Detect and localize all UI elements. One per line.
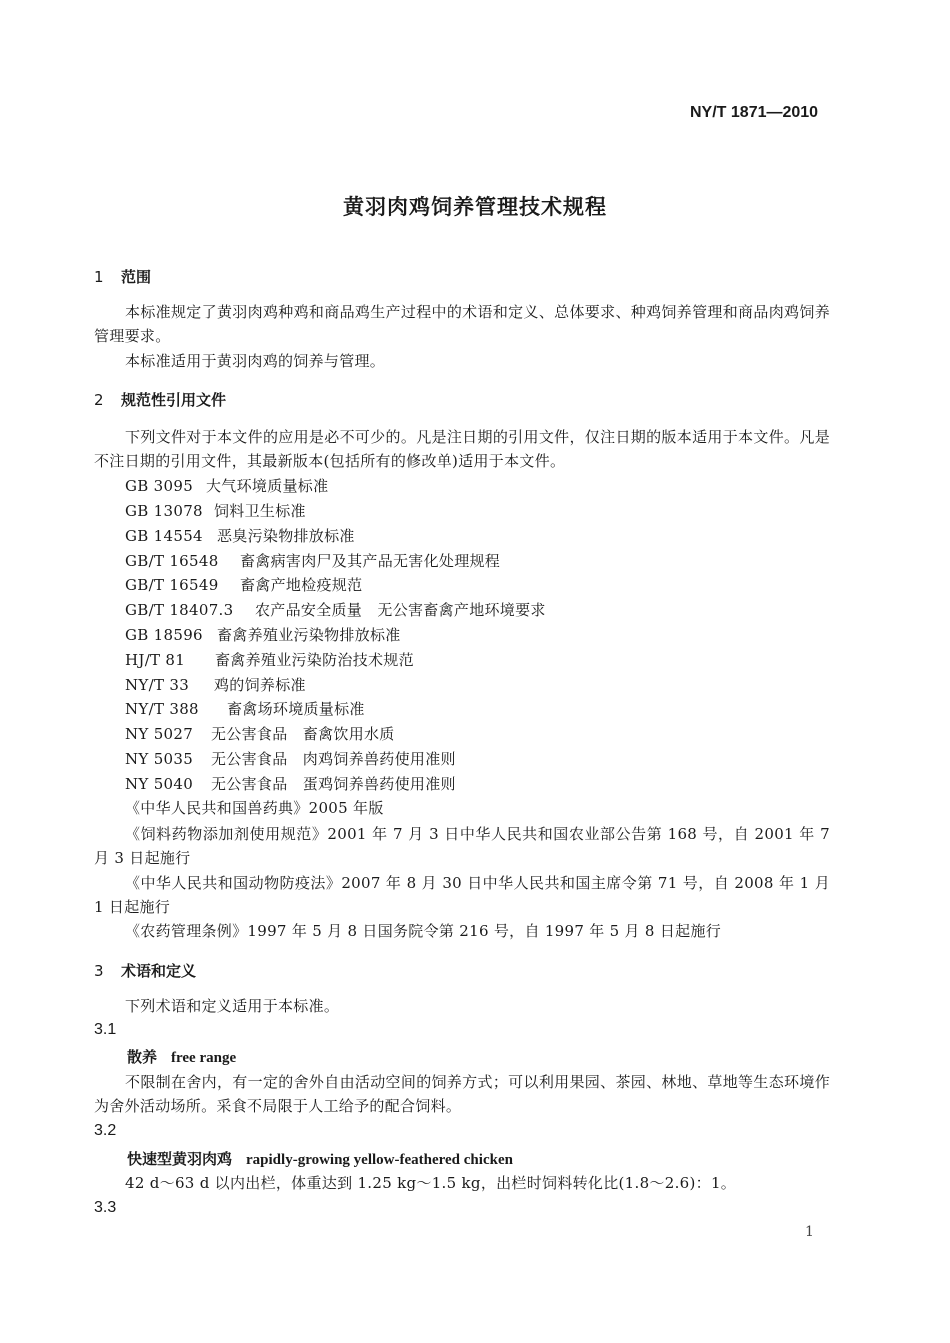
reference-code: GB/T 16549 — [125, 576, 219, 594]
reference-document: 《中华人民共和国兽药典》2005 年版 — [125, 799, 384, 817]
reference-code: GB 14554 — [125, 527, 203, 545]
reference-code: NY/T 33 — [125, 676, 190, 694]
reference-code: GB/T 16548 — [125, 552, 219, 570]
term-definition: 不限制在舍内，有一定的舍外自由活动空间的饲养方式；可以利用果园、茶园、林地、草地等生态环境作为舍外活动场所。采食不局限于人工给予的配合饲料。 — [94, 1073, 830, 1115]
reference-name: 鸡的饲养标准 — [214, 676, 306, 694]
reference-item — [125, 723, 395, 744]
term-definition: 42 d～63 d 以内出栏，体重达到 1.25 kg～1.5 kg，出栏时饲料转化比(1.8～2.6)：1。 — [125, 1174, 737, 1192]
reference-item — [125, 500, 306, 521]
reference-name: 大气环境质量标准 — [206, 477, 329, 495]
reference-code: GB/T 18407.3 — [125, 601, 234, 619]
reference-name: 无公害食品 蛋鸡饲养兽药使用准则 — [211, 775, 456, 793]
reference-code: GB 13078 — [125, 502, 203, 520]
section-number: 3 — [94, 962, 104, 980]
term-heading — [127, 1148, 513, 1169]
term-english: free range — [171, 1050, 237, 1066]
reference-code: GB 18596 — [125, 626, 203, 644]
reference-name: 无公害食品 肉鸡饲养兽药使用准则 — [211, 750, 456, 768]
page-number: 1 — [805, 1224, 814, 1240]
section-1-paragraph-1: 本标准规定了黄羽肉鸡种鸡和商品鸡生产过程中的术语和定义、总体要求、种鸡饲养管理和商品肉鸡饲养管理要求。 — [94, 303, 830, 345]
reference-code: HJ/T 81 — [125, 651, 186, 669]
reference-document: 《中华人民共和国动物防疫法》2007 年 8 月 30 日中华人民共和国主席令第 71 号，自 2008 年 1 月 1 日起施行 — [94, 874, 830, 916]
reference-name: 畜禽场环境质量标准 — [227, 700, 365, 718]
section-number: 1 — [94, 268, 104, 286]
reference-item — [125, 698, 365, 719]
reference-name: 恶臭污染物排放标准 — [217, 527, 355, 545]
section-3-heading — [94, 960, 196, 981]
section-2-heading — [94, 389, 226, 410]
reference-item — [125, 599, 546, 620]
reference-code: NY 5035 — [125, 750, 194, 768]
reference-document: 《饲料药物添加剂使用规范》2001 年 7 月 3 日中华人民共和国农业部公告第 168 号，自 2001 年 7 月 3 日起施行 — [94, 825, 830, 867]
section-1-paragraph-2: 本标准适用于黄羽肉鸡的饲养与管理。 — [125, 352, 386, 370]
reference-name: 饲料卫生标准 — [214, 502, 306, 520]
reference-name: 畜禽病害肉尸及其产品无害化处理规程 — [240, 552, 501, 570]
section-number: 2 — [94, 391, 104, 409]
term-heading — [127, 1046, 236, 1067]
reference-code: GB 3095 — [125, 477, 194, 495]
reference-name: 畜禽养殖业污染防治技术规范 — [215, 651, 414, 669]
section-3-intro: 下列术语和定义适用于本标准。 — [125, 997, 340, 1015]
term-chinese: 快速型黄羽肉鸡 — [127, 1150, 233, 1168]
section-title: 规范性引用文件 — [121, 391, 227, 409]
subsection-number: 3.1 — [94, 1021, 117, 1038]
subsection-number: 3.2 — [94, 1122, 117, 1139]
reference-name: 无公害食品 畜禽饮用水质 — [211, 725, 395, 743]
reference-item — [125, 674, 306, 695]
reference-item — [125, 550, 500, 571]
reference-name: 农产品安全质量 无公害畜禽产地环境要求 — [255, 601, 546, 619]
section-title: 范围 — [121, 268, 152, 286]
section-1-heading — [94, 266, 151, 287]
subsection-number: 3.3 — [94, 1199, 117, 1216]
reference-item — [125, 773, 456, 794]
reference-name: 畜禽产地检疫规范 — [240, 576, 363, 594]
page-title: 黄羽肉鸡饲养管理技术规程 — [343, 195, 607, 219]
reference-code: NY/T 388 — [125, 700, 199, 718]
section-title: 术语和定义 — [121, 962, 197, 980]
term-english: rapidly-growing yellow-feathered chicken — [246, 1152, 513, 1168]
reference-document: 《农药管理条例》1997 年 5 月 8 日国务院令第 216 号，自 1997 年 5 月 8 日起施行 — [125, 922, 722, 940]
reference-name: 畜禽养殖业污染物排放标准 — [217, 626, 401, 644]
term-chinese: 散养 — [127, 1048, 158, 1066]
reference-item — [125, 624, 401, 645]
reference-item — [125, 649, 414, 670]
section-2-intro: 下列文件对于本文件的应用是必不可少的。凡是注日期的引用文件，仅注日期的版本适用于本文件。凡是不注日期的引用文件，其最新版本(包括所有的修改单)适用于本文件。 — [94, 428, 830, 470]
reference-item — [125, 748, 456, 769]
reference-item — [125, 475, 328, 496]
reference-code: NY 5040 — [125, 775, 194, 793]
reference-item — [125, 525, 355, 546]
reference-code: NY 5027 — [125, 725, 194, 743]
standard-id: NY/T 1871—2010 — [690, 104, 819, 121]
reference-item — [125, 574, 362, 595]
